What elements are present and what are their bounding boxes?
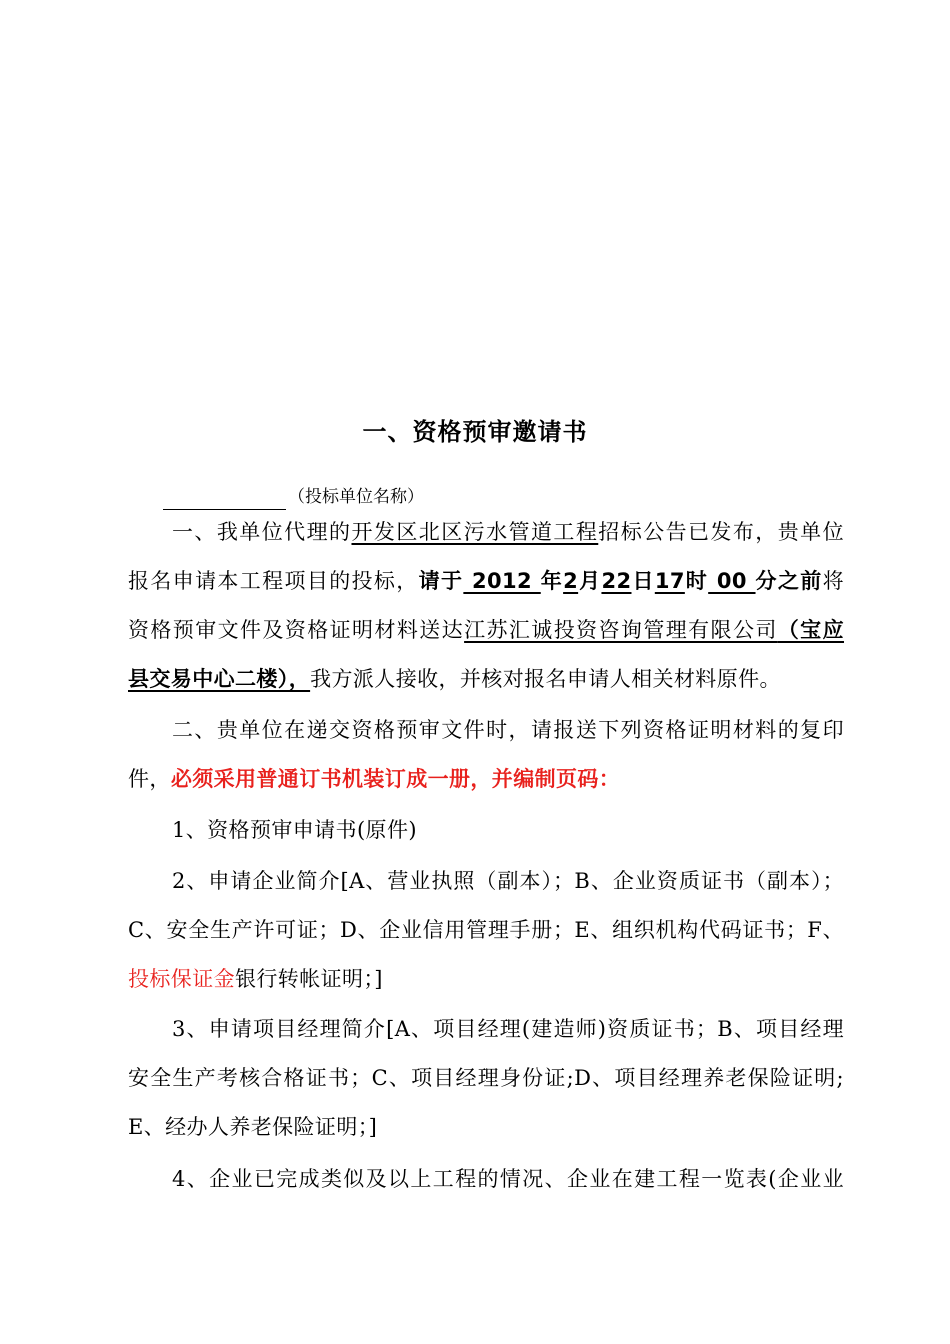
p2-line-1: 二、贵单位在递交资格预审文件时，请报送下列资格证明材料的复印 bbox=[172, 718, 844, 742]
p1-line-1: 一、我单位代理的开发区北区污水管道工程招标公告已发布，贵单位 bbox=[172, 520, 845, 544]
bid-bond-text: 投标保证金 bbox=[128, 967, 235, 991]
addressee-line bbox=[163, 484, 424, 510]
deadline-hour: 17 bbox=[654, 569, 685, 593]
p2-line-2: 件，必须采用普通订书机装订成一册，并编制页码： bbox=[128, 767, 621, 791]
document-title: 一、资格预审邀请书 bbox=[362, 418, 588, 446]
addressee-blank bbox=[163, 491, 286, 510]
company-address: 县交易中心二楼）， bbox=[128, 667, 311, 691]
item-4-line-1: 4、企业已完成类似及以上工程的情况、企业在建工程一览表(企业业 bbox=[172, 1167, 844, 1191]
deadline-year: 2012 bbox=[463, 569, 541, 593]
company-name: 江苏汇诚投资咨询管理有限公司 bbox=[464, 618, 778, 642]
item-2-line-2: C、安全生产许可证；D、企业信用管理手册；E、组织机构代码证书；F、 bbox=[128, 918, 844, 942]
item-3-line-1: 3、申请项目经理简介[A、项目经理(建造师)资质证书；B、项目经理 bbox=[172, 1017, 844, 1041]
p1-line-2: 报名申请本工程项目的投标，请于 2012 年2月22日17时 00 分之前将 bbox=[128, 569, 845, 593]
item-3-line-3: E、经办人养老保险证明；] bbox=[128, 1115, 378, 1139]
deadline-day: 22 bbox=[601, 569, 632, 593]
item-1: 1、资格预审申请书(原件) bbox=[172, 818, 417, 842]
project-name: 开发区北区污水管道工程 bbox=[351, 520, 599, 544]
p1-line-3: 资格预审文件及资格证明材料送达江苏汇诚投资咨询管理有限公司（宝应 bbox=[128, 618, 844, 642]
deadline-month: 2 bbox=[563, 569, 579, 593]
item-2-line-1: 2、申请企业简介[A、营业执照（副本）；B、企业资质证书（副本）； bbox=[172, 869, 844, 893]
binding-requirement: 必须采用普通订书机装订成一册，并编制页码： bbox=[170, 767, 621, 791]
addressee-label: （投标单位名称） bbox=[288, 487, 424, 507]
deadline-minute: 00 bbox=[708, 569, 756, 593]
item-2-line-3: 投标保证金银行转帐证明；] bbox=[128, 967, 383, 991]
item-3-line-2: 安全生产考核合格证书；C、项目经理身份证;D、项目经理养老保险证明; bbox=[128, 1066, 844, 1090]
p1-line-4: 县交易中心二楼），我方派人接收，并核对报名申请人相关材料原件。 bbox=[128, 667, 781, 691]
